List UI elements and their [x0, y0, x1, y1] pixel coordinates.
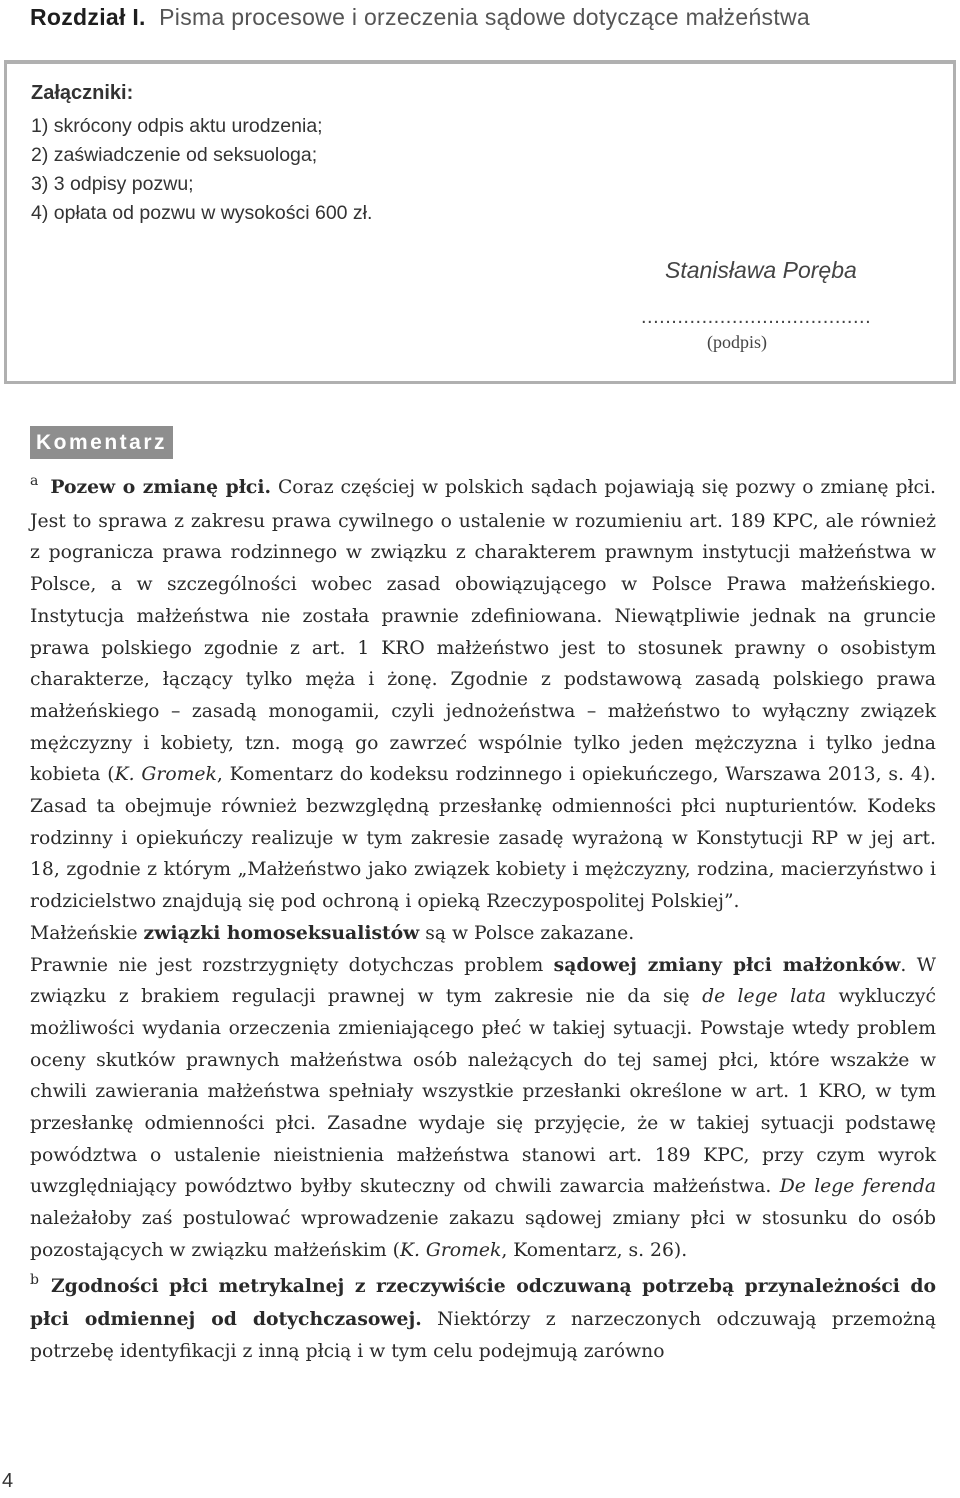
paragraph-change-text-2: . W związku z brakiem regulacji prawnej w tym zakresie nie da się — [30, 954, 936, 1008]
paragraph-change-text-4: należałoby zaś postulować wprowadzenie zakazu sądowej zmiany płci w stosunku do osób pozostających w związku małżeńskim ( — [30, 1208, 936, 1261]
running-head — [30, 4, 810, 31]
paragraph-change-text-3: wykluczyć możliwości wydania orzeczenia zmieniającego płeć w takiej sytuacji. Powstaje wtedy problem oceny skutków prawnych małżeństwa osób należących do tej samej płci, które wszakże w chwili zawierania małżeństwa spełniały wszystkie przesłanki określone w art. 1 KRO, w tym przesłankę odmienności płci. Zasadne wydaje się przyjęcie, że w takiej sytuacji podstawę powództwa o ustalenie nieistnienia małżeństwa stanowi art. 189 KPC, przy czym wyrok uwzględniający powództwo byłby skuteczny od chwili zawarcia małżeństwa. — [30, 986, 936, 1198]
paragraph-homo-text-1: Małżeńskie — [30, 922, 144, 944]
paragraph-a-lead: Pozew o zmianę płci. — [50, 476, 271, 498]
attachments-list — [31, 112, 372, 228]
paragraph-a-text-2: , Komentarz do kodeksu rodzinnego i opiekuńczego, Warszawa 2013, s. 4). Zasad ta obejmuje również bezwzględną przesłankę odmienności płci nupturientów. Kodeks rodzinny i opiekuńczy realizuje w tym zakresie zasadę wyrażoną w Konstytucji RP w jej art. 18, zgodnie z którym „Małżeństwo jako związek kobiety i mężczyzny, rodzina, macierzyństwo i rodzicielstwo znajdują się pod ochroną i opieką Rzeczypospolitej Polskiej”. — [30, 764, 937, 913]
paragraph-sex-change — [30, 950, 936, 1267]
paragraph-b-lead: Zgodności płci metrykalnej z rzeczywiście odczuwaną potrzebą przynależności do płci odmiennej od dotychczasowej. — [30, 1274, 936, 1331]
commentary-body — [30, 472, 936, 1368]
paragraph-marker-a: a — [30, 473, 39, 489]
commentary-heading: Komentarz — [30, 426, 173, 459]
attachment-item: 2) zaświadczenie od seksuologa; — [31, 144, 318, 166]
paragraph-change-text-5: , Komentarz, s. 26). — [501, 1239, 688, 1261]
chapter-label: Rozdział I. — [30, 4, 146, 30]
attachments-heading: Załączniki: — [31, 82, 134, 104]
paragraph-homo-bold: związki homoseksualistów — [143, 921, 420, 944]
page-number: 4 — [2, 1470, 14, 1492]
latin-phrase: De lege ferenda — [779, 1176, 937, 1198]
attachment-item: 3) 3 odpisy pozwu; — [31, 173, 194, 195]
document-sample-box — [4, 60, 956, 384]
attachment-item: 1) skrócony odpis aktu urodzenia; — [31, 115, 323, 137]
latin-phrase: de lege lata — [702, 986, 827, 1008]
paragraph-b — [30, 1271, 936, 1368]
signature-label: (podpis) — [707, 332, 767, 352]
paragraph-homo-text-2: są w Polsce zakazane. — [419, 922, 635, 944]
attachment-item: 4) opłata od pozwu w wysokości 600 zł. — [31, 202, 373, 224]
paragraph-change-text-1: Prawnie nie jest rozstrzygnięty dotychczas problem — [30, 954, 554, 976]
chapter-title: Pisma procesowe i orzeczenia sądowe dotyczące małżeństwa — [159, 4, 811, 30]
author-citation: K. Gromek — [399, 1239, 502, 1261]
paragraph-change-bold: sądowej zmiany płci małżonków — [553, 953, 901, 976]
paragraph-marker-b: b — [30, 1271, 39, 1288]
signature-name: Stanisława Poręba — [665, 257, 857, 283]
paragraph-b-text-1: Niektórzy z narzeczonych odczuwają przemożną potrzebę identyfikacji z inną płcią i w tym celu podejmują zarówno — [30, 1309, 936, 1362]
paragraph-a-text-1: Coraz częściej w polskich sądach pojawiają się pozwy o zmianę płci. Jest to sprawa z zakresu prawa cywilnego o ustalenie w rozumieniu art. 189 KPC, ale również z pogranicza prawa rodzinnego w związku z charakterem prawnym instytucji małżeństwa w Polsce, a w szczególności wobec zasad obowiązującego w Polsce Prawa małżeńskiego. Instytucja małżeństwa nie została prawnie zdefiniowana. Niewątpliwie jednak na gruncie prawa polskiego zgodnie z art. 1 KRO małżeństwo jest to stosunek prawny o osobistym charakterze, łączący tylko męża i żonę. Zgodnie z podstawową zasadą polskiego prawa małżeńskiego – zasadą monogamii, czyli jednożeństwa – małżeństwo to wyłączny związek mężczyzny i kobiety, tzn. mogą go zawrzeć wspólnie tylko jeden mężczyzna i tylko jedna kobieta ( — [30, 477, 936, 786]
paragraph-homosexual-unions — [30, 918, 936, 950]
paragraph-a — [30, 472, 936, 918]
author-citation: K. Gromek — [114, 764, 217, 786]
signature-line: ...................................... — [641, 306, 872, 328]
